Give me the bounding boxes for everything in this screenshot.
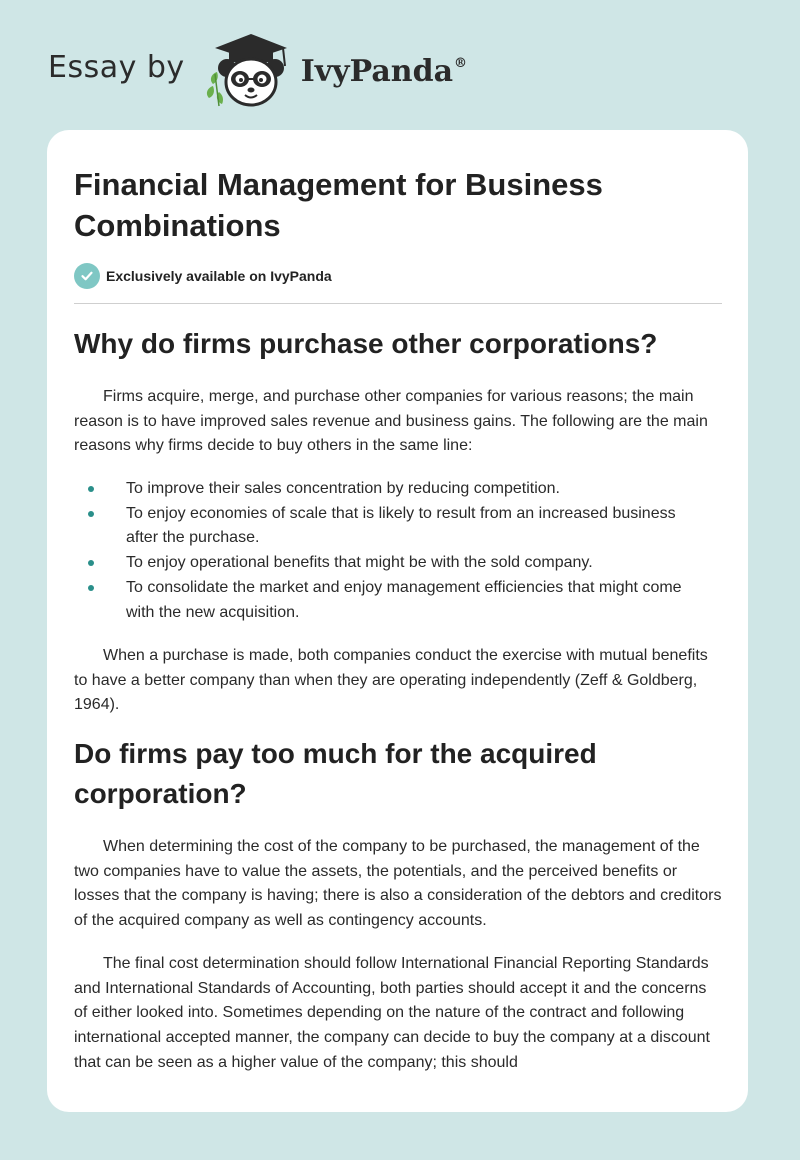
brand-name-text: IvyPanda	[300, 53, 454, 89]
list-item-text: To improve their sales concentration by reducing competition.	[126, 480, 560, 497]
paragraph: Firms acquire, merge, and purchase other companies for various reasons; the main reason is to have improved sales revenue and business gains. The following are the main reasons why firms decide to buy others in the same line:	[74, 388, 708, 455]
panda-graduate-icon[interactable]	[199, 30, 297, 110]
essay-by-label: Essay by	[48, 49, 185, 85]
list-item-text: To consolidate the market and enjoy management efficiencies that might come with the new acquisition.	[126, 578, 682, 621]
paragraph: When a purchase is made, both companies conduct the exercise with mutual benefits to have a better company than when they are operating independently (Zeff & Goldberg, 1964).	[74, 647, 708, 714]
bullet-dot-icon	[88, 511, 94, 517]
bullet-dot-icon	[88, 486, 94, 492]
list-item-text: To enjoy operational benefits that might be with the sold company.	[126, 554, 593, 572]
exclusive-badge-text: Exclusively available on IvyPanda	[106, 268, 332, 284]
exclusive-badge	[74, 263, 332, 289]
reasons-list	[74, 477, 724, 625]
bullet-dot-icon	[88, 585, 94, 591]
registered-mark: ®	[454, 55, 468, 71]
site-header	[48, 30, 467, 110]
check-circle-icon	[74, 263, 100, 289]
essay-title: Financial Management for Business Combinations	[74, 167, 603, 243]
essay-card	[47, 130, 748, 1112]
bullet-dot-icon	[88, 560, 94, 566]
brand-name[interactable]	[301, 54, 467, 89]
list-item	[74, 551, 724, 576]
list-item	[74, 576, 724, 625]
title-divider	[74, 303, 722, 304]
section-heading: Why do firms purchase other corporations?	[74, 328, 658, 359]
list-item	[74, 502, 724, 551]
section-heading: Do firms pay too much for the acquired corporation?	[74, 738, 597, 809]
list-item-text: To enjoy economies of scale that is likely to result from an increased business after the purchase.	[126, 504, 676, 547]
paragraph: When determining the cost of the company to be purchased, the management of the two companies have to value the assets, the potentials, and the perceived benefits or losses that the company is having; there is also a consideration of the debtors and creditors of the acquired company as well as contingency accounts.	[74, 838, 722, 930]
list-item	[74, 477, 724, 502]
paragraph: The final cost determination should follow International Financial Reporting Standards and International Standards of Accounting, both parties should accept it and the concerns of either looked into. Sometimes depending on the nature of the contract and following international accepted manner, the company can decide to buy the company at a discount that can be seen as a higher value of the company; this should	[74, 955, 710, 1071]
